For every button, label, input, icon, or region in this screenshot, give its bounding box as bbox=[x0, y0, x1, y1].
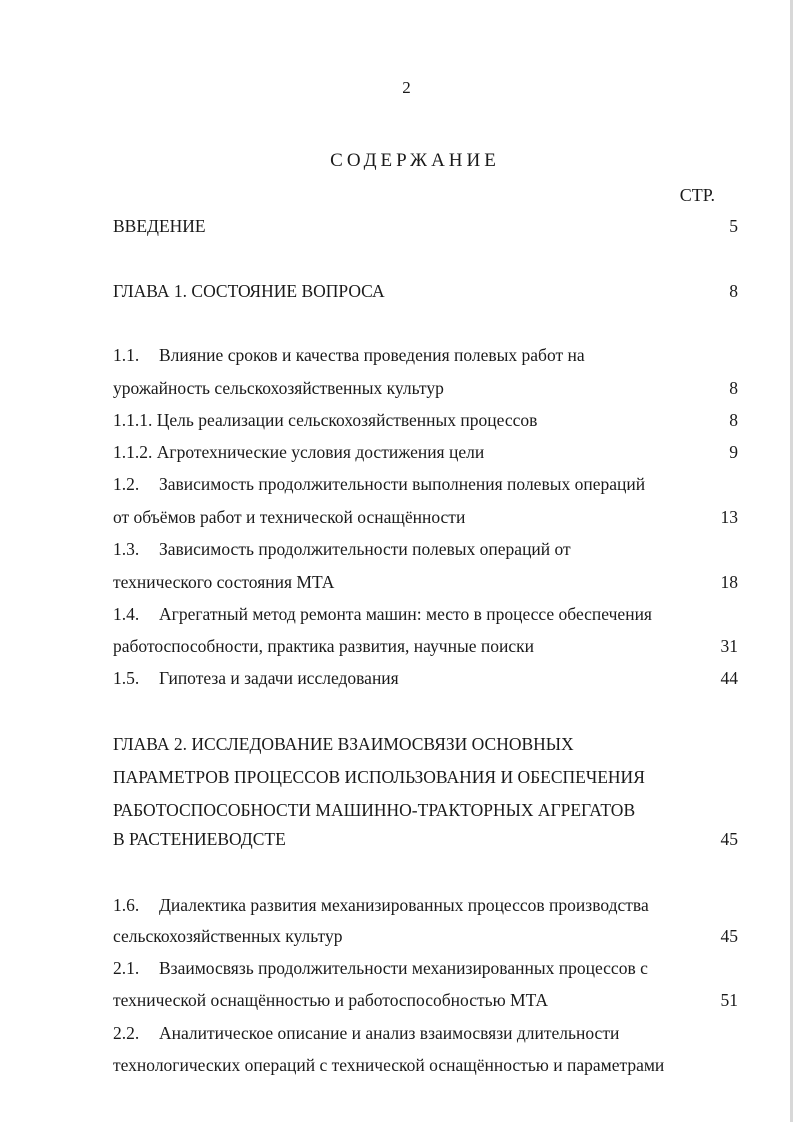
toc-entry-label: Взаимосвязь продолжительности механизированных процессов с bbox=[159, 958, 648, 978]
toc-entry-text bbox=[113, 504, 465, 530]
toc-entry bbox=[113, 569, 738, 595]
toc-entry-label: технического состояния МТА bbox=[113, 572, 335, 592]
toc-entry-text bbox=[113, 797, 635, 823]
toc-entry-page: 9 bbox=[729, 442, 738, 462]
toc-entry-text bbox=[113, 601, 652, 627]
toc-entry-page: 18 bbox=[720, 572, 738, 592]
toc-entry-label: Зависимость продолжительности выполнения полевых операций bbox=[159, 474, 646, 494]
toc-entry-text bbox=[113, 731, 574, 757]
toc-entry-label: Диалектика развития механизированных процессов производства bbox=[159, 895, 649, 915]
toc-entry-label: технической оснащённостью и работоспособностью МТА bbox=[113, 990, 549, 1010]
page-number: 2 bbox=[402, 78, 411, 97]
toc-entry-text bbox=[113, 213, 206, 239]
toc-entry-text bbox=[113, 375, 444, 401]
toc-entry bbox=[113, 471, 738, 497]
toc-entry-number: 1.4. bbox=[113, 604, 140, 624]
toc-entry bbox=[113, 987, 738, 1013]
toc-entry-label: Влияние сроков и качества проведения полевых работ на bbox=[159, 345, 585, 365]
toc-entry-label: ГЛАВА 2. ИССЛЕДОВАНИЕ ВЗАИМОСВЯЗИ ОСНОВНЫХ bbox=[113, 734, 574, 754]
toc-entry-number: 1.3. bbox=[113, 539, 140, 559]
toc-entry-label: ВВЕДЕНИЕ bbox=[113, 216, 206, 236]
toc-entry bbox=[113, 342, 738, 368]
toc-entry bbox=[113, 797, 738, 823]
toc-entry-text bbox=[113, 1020, 619, 1046]
toc-entry-text bbox=[113, 665, 399, 691]
toc-entry bbox=[113, 764, 738, 790]
toc-entry-label: ГЛАВА 1. СОСТОЯНИЕ ВОПРОСА bbox=[113, 281, 385, 301]
toc-entry-page: 51 bbox=[720, 990, 738, 1010]
toc-entry bbox=[113, 1052, 738, 1078]
toc-entry-label: Зависимость продолжительности полевых операций от bbox=[159, 539, 571, 559]
toc-entry-label: работоспособности, практика развития, научные поиски bbox=[113, 636, 534, 656]
toc-entry-page: 45 bbox=[720, 829, 738, 849]
toc-entry bbox=[113, 213, 738, 239]
toc-entry-label: Агрегатный метод ремонта машин: место в процессе обеспечения bbox=[159, 604, 652, 624]
toc-entry bbox=[113, 731, 738, 757]
toc-entry-text bbox=[113, 826, 286, 852]
toc-entry-number: 2.2. bbox=[113, 1023, 140, 1043]
toc-entry-page: 13 bbox=[720, 507, 738, 527]
toc-entry-page: 8 bbox=[729, 410, 738, 430]
toc-entry-label: В РАСТЕНИЕВОДСТЕ bbox=[113, 829, 286, 849]
toc-entry-number: 1.5. bbox=[113, 668, 140, 688]
toc-entry bbox=[113, 955, 738, 981]
toc-entry-number: 1.1. bbox=[113, 345, 140, 365]
toc-entry-page: 8 bbox=[729, 378, 738, 398]
toc-entry-label: РАБОТОСПОСОБНОСТИ МАШИННО-ТРАКТОРНЫХ АГРЕГАТОВ bbox=[113, 800, 636, 820]
toc-entry-label: 1.1.2. Агротехнические условия достижения цели bbox=[113, 442, 485, 462]
toc-entry-text bbox=[113, 569, 334, 595]
toc-entry-page: 44 bbox=[720, 668, 738, 688]
toc-entry bbox=[113, 375, 738, 401]
toc-entry bbox=[113, 407, 738, 433]
toc-entry bbox=[113, 665, 738, 691]
toc-entry-label: ПАРАМЕТРОВ ПРОЦЕССОВ ИСПОЛЬЗОВАНИЯ И ОБЕСПЕЧЕНИЯ bbox=[113, 767, 645, 787]
toc-entry bbox=[113, 633, 738, 659]
toc-entry bbox=[113, 826, 738, 852]
toc-entry-page: 8 bbox=[729, 281, 738, 301]
page-title: СОДЕРЖАНИЕ bbox=[330, 150, 500, 171]
toc-entry-text bbox=[113, 764, 645, 790]
toc-entry bbox=[113, 536, 738, 562]
toc-entry-label: Аналитическое описание и анализ взаимосвязи длительности bbox=[159, 1023, 620, 1043]
toc-entry-number: 1.6. bbox=[113, 895, 140, 915]
toc-entry-text bbox=[113, 1052, 664, 1078]
toc-entry-text bbox=[113, 407, 537, 433]
toc-entry bbox=[113, 892, 738, 918]
toc-entry-text bbox=[113, 278, 385, 304]
toc-entry-text bbox=[113, 536, 571, 562]
toc-entry bbox=[113, 923, 738, 949]
toc-entry-text bbox=[113, 342, 585, 368]
toc-entry-number: 1.2. bbox=[113, 474, 140, 494]
toc-entry-label: от объёмов работ и технической оснащённости bbox=[113, 507, 466, 527]
toc-entry-text bbox=[113, 923, 342, 949]
toc-entry-text bbox=[113, 471, 645, 497]
toc-entry bbox=[113, 601, 738, 627]
toc-entry bbox=[113, 278, 738, 304]
toc-entry bbox=[113, 504, 738, 530]
toc-entry bbox=[113, 439, 738, 465]
toc-entry-text bbox=[113, 955, 648, 981]
toc-entry-number: 2.1. bbox=[113, 958, 140, 978]
toc-entry-label: сельскохозяйственных культур bbox=[113, 926, 343, 946]
toc-entry-label: технологических операций с технической оснащённостью и параметрами bbox=[113, 1055, 665, 1075]
page-column-label: СТР. bbox=[679, 185, 715, 205]
toc-entry-label: урожайность сельскохозяйственных культур bbox=[113, 378, 444, 398]
toc-entry-text bbox=[113, 892, 649, 918]
toc-entry-text bbox=[113, 439, 484, 465]
toc-entry-label: Гипотеза и задачи исследования bbox=[159, 668, 399, 688]
toc-entry-label: 1.1.1. Цель реализации сельскохозяйственных процессов bbox=[113, 410, 538, 430]
toc-entry-page: 31 bbox=[720, 636, 738, 656]
toc-entry bbox=[113, 1020, 738, 1046]
toc-entry-page: 5 bbox=[729, 216, 738, 236]
toc-entry-text bbox=[113, 987, 548, 1013]
toc-entry-text bbox=[113, 633, 534, 659]
toc-entry-page: 45 bbox=[720, 926, 738, 946]
